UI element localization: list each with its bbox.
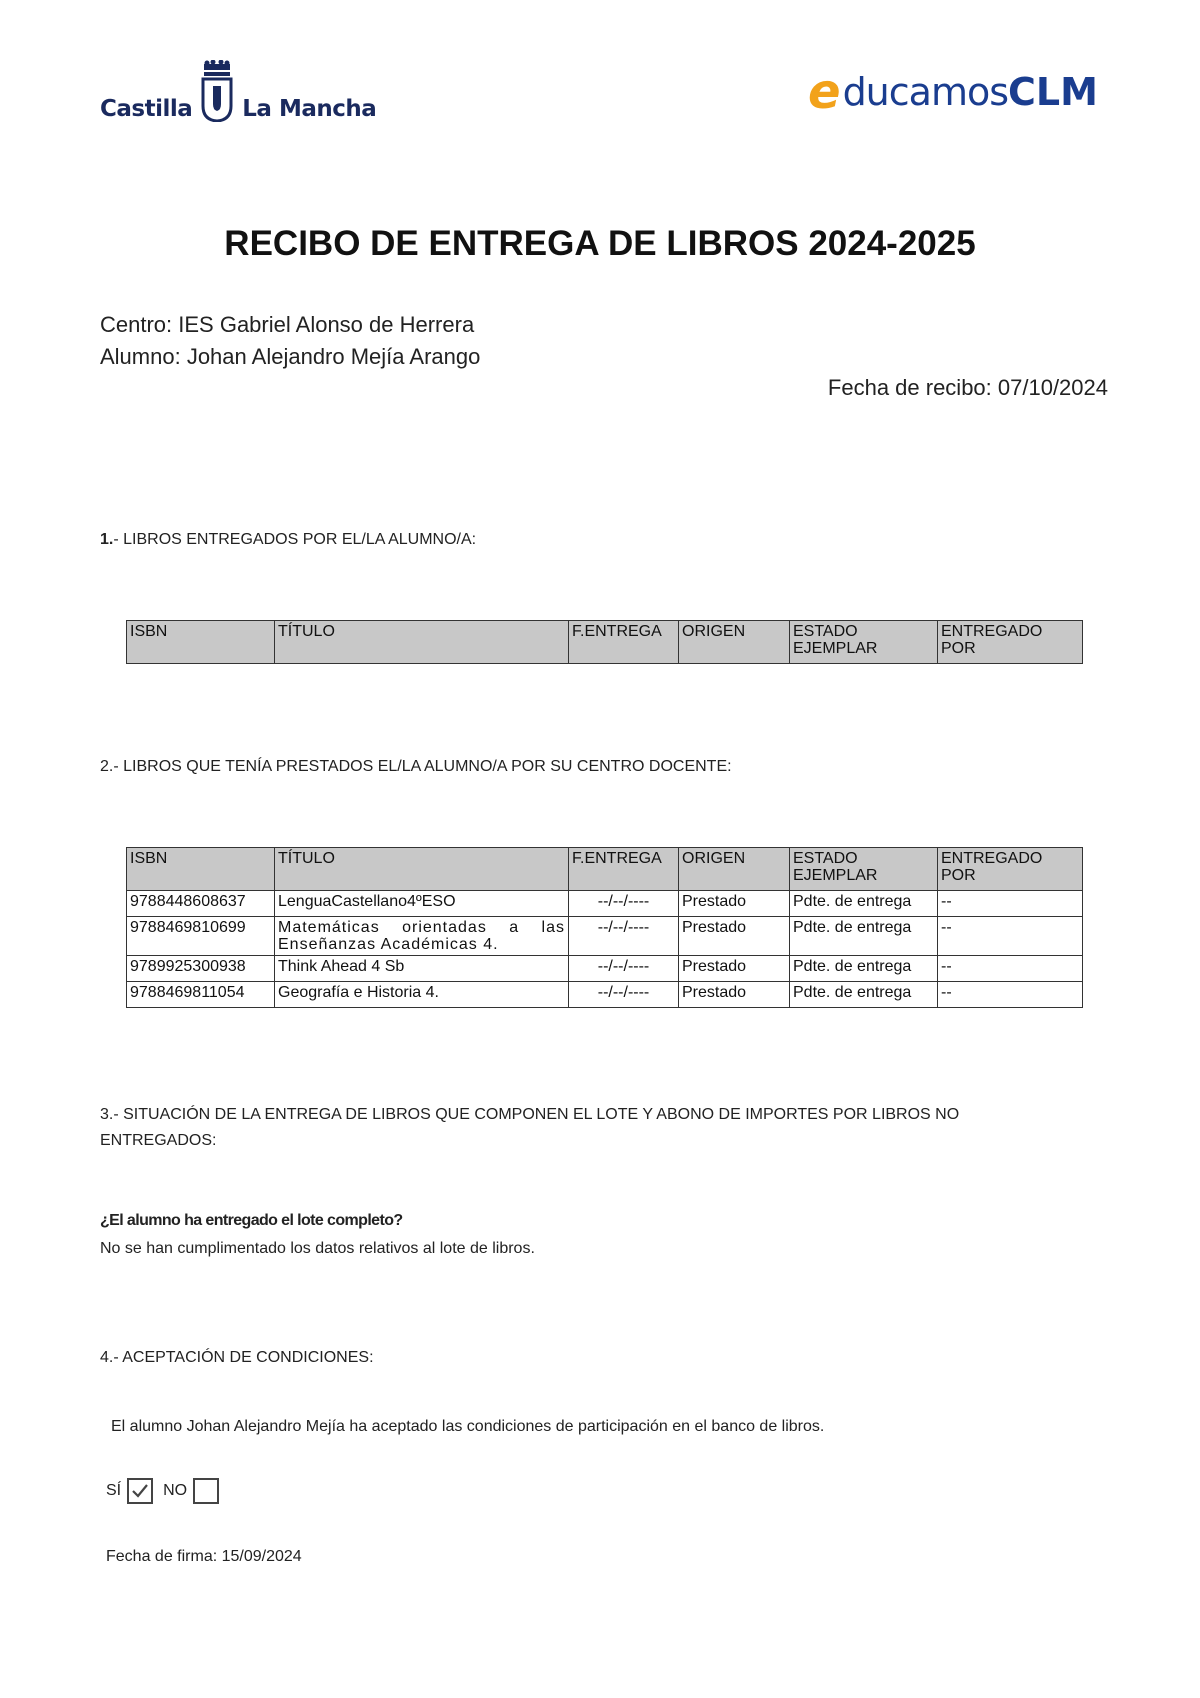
col-header-entregado: ENTREGADO POR [938, 621, 1083, 664]
centro-line: Centro: IES Gabriel Alonso de Herrera [100, 312, 475, 337]
fecha-firma: Fecha de firma: 15/09/2024 [106, 1548, 302, 1565]
no-label: NO [163, 1482, 188, 1499]
cell-isbn: 9788469810699 [127, 917, 275, 956]
cell-isbn: 9788448608637 [127, 891, 275, 917]
checkmark-icon [130, 1481, 150, 1501]
cell-fecha: --/--/---- [569, 982, 679, 1008]
table-row [127, 956, 1083, 982]
cell-entregado: -- [938, 956, 1083, 982]
cell-titulo: Matemáticas orientadas a las Enseñanzas Académicas 4. [275, 917, 569, 956]
cell-origen: Prestado [679, 956, 790, 982]
section3-heading [100, 1102, 959, 1154]
table-row [127, 982, 1083, 1008]
alumno-line: Alumno: Johan Alejandro Mejía Arango [100, 344, 481, 369]
col-header-estado: ESTADO EJEMPLAR [790, 848, 938, 891]
table-row [127, 917, 1083, 956]
logo-castilla-text: Castilla [100, 96, 193, 122]
section1-number: 1. [100, 531, 114, 548]
acceptance-text: El alumno Johan Alejandro Mejía ha aceptado las condiciones de participación en el banco de libros. [111, 1418, 825, 1435]
educamosclm-logo [808, 64, 1098, 120]
no-checkbox[interactable] [193, 1478, 219, 1504]
cell-fecha: --/--/---- [569, 891, 679, 917]
document-title: RECIBO DE ENTREGA DE LIBROS 2024-2025 [224, 224, 976, 263]
lote-question: ¿El alumno ha entregado el lote completo? [100, 1212, 403, 1229]
cell-entregado: -- [938, 982, 1083, 1008]
table-header-row [127, 848, 1083, 891]
col-header-titulo: TÍTULO [275, 848, 569, 891]
col-header-origen: ORIGEN [679, 848, 790, 891]
cell-isbn: 9789925300938 [127, 956, 275, 982]
cell-estado: Pdte. de entrega [790, 891, 938, 917]
lote-answer: No se han cumplimentado los datos relativos al lote de libros. [100, 1240, 535, 1257]
si-checkbox[interactable] [127, 1478, 153, 1504]
cell-estado: Pdte. de entrega [790, 956, 938, 982]
cell-entregado: -- [938, 891, 1083, 917]
col-header-fecha: F.ENTREGA [569, 621, 679, 664]
table-row [127, 891, 1083, 917]
cell-origen: Prestado [679, 891, 790, 917]
cell-estado: Pdte. de entrega [790, 982, 938, 1008]
cell-origen: Prestado [679, 982, 790, 1008]
cell-titulo: LenguaCastellano4ºESO [275, 891, 569, 917]
cell-estado: Pdte. de entrega [790, 917, 938, 956]
col-header-isbn: ISBN [127, 621, 275, 664]
section3-heading-line2: ENTREGADOS: [100, 1132, 217, 1149]
castilla-la-mancha-logo [100, 60, 376, 122]
cell-origen: Prestado [679, 917, 790, 956]
table-entregados [126, 620, 1083, 664]
crest-icon [200, 60, 234, 122]
educamos-e-icon: e [808, 64, 841, 120]
cell-entregado: -- [938, 917, 1083, 956]
section4-heading: 4.- ACEPTACIÓN DE CONDICIONES: [100, 1349, 374, 1366]
cell-fecha: --/--/---- [569, 956, 679, 982]
acceptance-checks [106, 1478, 219, 1504]
col-header-fecha: F.ENTREGA [569, 848, 679, 891]
col-header-estado: ESTADO EJEMPLAR [790, 621, 938, 664]
section3-heading-line1: 3.- SITUACIÓN DE LA ENTREGA DE LIBROS QUE COMPONEN EL LOTE Y ABONO DE IMPORTES POR LIBROS NO [100, 1106, 960, 1123]
section1-title: - LIBROS ENTREGADOS POR EL/LA ALUMNO/A: [113, 531, 477, 548]
fecha-recibo: Fecha de recibo: 07/10/2024 [827, 375, 1108, 400]
col-header-titulo: TÍTULO [275, 621, 569, 664]
logo-la-mancha-text: La Mancha [242, 96, 377, 122]
section2-heading: 2.- LIBROS QUE TENÍA PRESTADOS EL/LA ALUMNO/A POR SU CENTRO DOCENTE: [100, 758, 732, 775]
cell-titulo: Geografía e Historia 4. [275, 982, 569, 1008]
col-header-isbn: ISBN [127, 848, 275, 891]
educamos-text: ducamos [842, 70, 1009, 114]
si-label: SÍ [106, 1482, 122, 1499]
cell-fecha: --/--/---- [569, 917, 679, 956]
cell-titulo: Think Ahead 4 Sb [275, 956, 569, 982]
section1-heading [100, 527, 476, 553]
col-header-entregado: ENTREGADO POR [938, 848, 1083, 891]
table-prestados [126, 847, 1083, 1008]
table-header-row [127, 621, 1083, 664]
clm-text: CLM [1008, 70, 1098, 114]
col-header-origen: ORIGEN [679, 621, 790, 664]
cell-isbn: 9788469811054 [127, 982, 275, 1008]
